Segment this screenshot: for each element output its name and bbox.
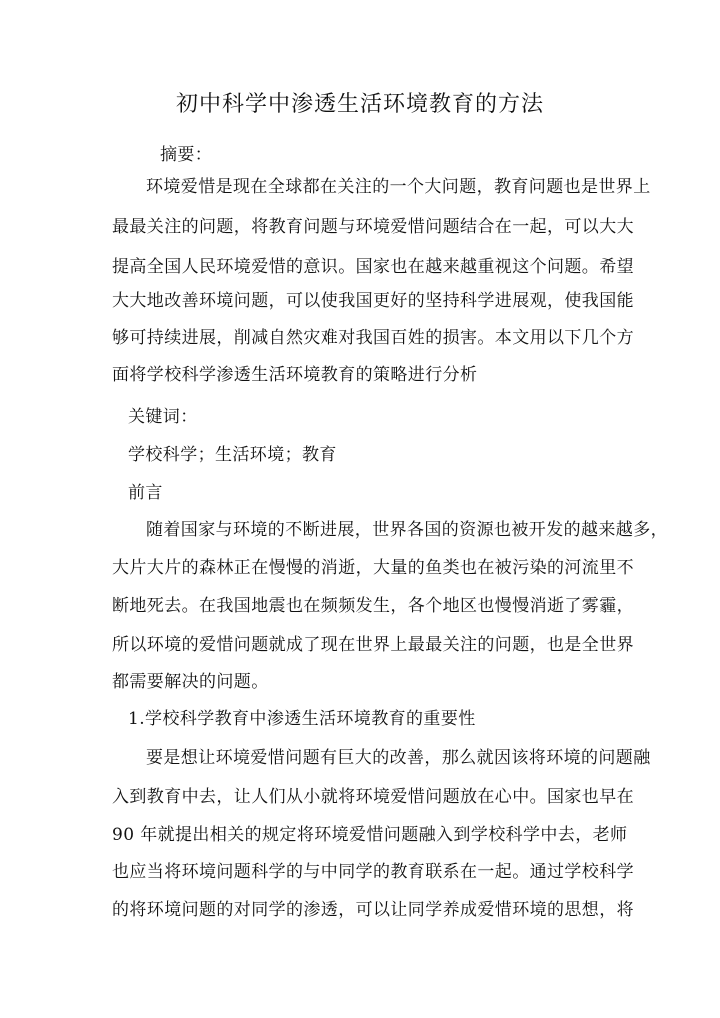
preface-line: 断地死去。在我国地震也在频频发生，各个地区也慢慢消逝了雾霾， bbox=[112, 596, 634, 616]
abstract-line: 环境爱惜是现在全球都在关注的一个大问题，教育问题也是世界上 bbox=[146, 177, 651, 197]
section-line: 的将环境问题的对同学的渗透，可以让同学养成爱惜环境的思想，将 bbox=[112, 900, 634, 920]
preface-line: 大片大片的森林正在慢慢的消逝，大量的鱼类也在被污染的河流里不 bbox=[112, 558, 634, 578]
preface-heading: 前言 bbox=[128, 483, 163, 503]
abstract-line: 面将学校科学渗透生活环境教育的策略进行分析 bbox=[112, 365, 478, 385]
preface-line: 所以环境的爱惜问题就成了现在世界上最最关注的问题，也是全世界 bbox=[112, 635, 634, 655]
section-line: 入到教育中去，让人们从小就将环境爱惜问题放在心中。国家也早在 bbox=[112, 787, 634, 807]
section-line: 也应当将环境问题科学的与中同学的教育联系在一起。通过学校科学 bbox=[112, 862, 634, 882]
keywords-label: 关键词： bbox=[128, 407, 198, 427]
section-line: 要是想让环境爱惜问题有巨大的改善，那么就因该将环境的问题融 bbox=[146, 748, 651, 768]
abstract-line: 提高全国人民环境爱惜的意识。国家也在越来越重视这个问题。希望 bbox=[112, 257, 634, 277]
abstract-line: 够可持续进展，削减自然灾难对我国百姓的损害。本文用以下几个方 bbox=[112, 328, 634, 348]
abstract-line: 最最关注的问题，将教育问题与环境爱惜问题结合在一起，可以大大 bbox=[112, 217, 634, 237]
abstract-line: 大大地改善环境问题，可以使我国更好的坚持科学进展观，使我国能 bbox=[112, 291, 634, 311]
preface-line: 都需要解决的问题。 bbox=[112, 672, 269, 692]
section-line: 90 年就提出相关的规定将环境爱惜问题融入到学校科学中去，老师 bbox=[112, 825, 628, 845]
abstract-label: 摘要： bbox=[160, 145, 213, 165]
keywords-text: 学校科学；生活环境；教育 bbox=[128, 445, 337, 465]
document-title: 初中科学中渗透生活环境教育的方法 bbox=[175, 92, 544, 117]
preface-line: 随着国家与环境的不断进展，世界各国的资源也被开发的越来越多， bbox=[146, 520, 668, 540]
section-heading: 1.学校科学教育中渗透生活环境教育的重要性 bbox=[128, 709, 476, 729]
